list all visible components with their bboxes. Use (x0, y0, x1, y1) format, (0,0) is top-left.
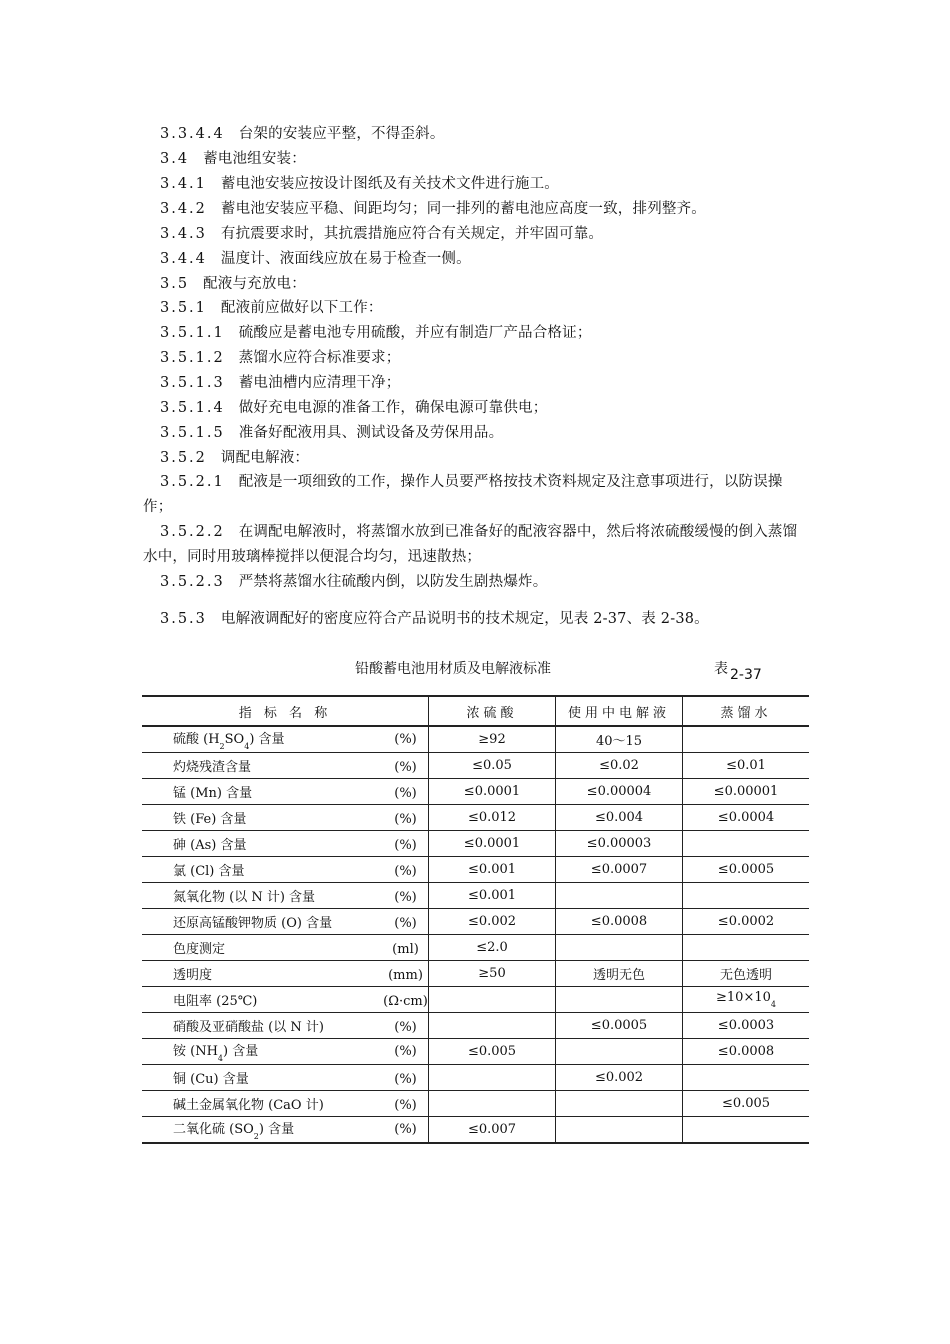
table-row (142, 857, 809, 883)
value-concentrated-acid: ≤0.0001 (429, 831, 556, 857)
table-number (714, 658, 762, 683)
indicator-name: 电阻率 (25℃) (173, 994, 258, 1009)
value-distilled-water: 无色透明 (683, 961, 810, 987)
value-distilled-water (683, 1065, 810, 1091)
clause-text: 台架的安装应平整，不得歪斜。 (238, 126, 445, 142)
table-row (142, 935, 809, 961)
unit: (mm) (388, 968, 423, 983)
clause-text: 准备好配液用具、测试设备及劳保用品。 (238, 425, 504, 441)
clause-3-5 (160, 274, 306, 294)
unit: (%) (394, 760, 417, 775)
indicator-cell (142, 1065, 429, 1091)
value-concentrated-acid: ≤0.0001 (429, 779, 556, 805)
value-concentrated-acid: ≤0.001 (429, 857, 556, 883)
value-electrolyte (556, 883, 683, 909)
clause-number: 3.5.1 (160, 300, 207, 316)
indicator-name: 锰 (Mn) 含量 (173, 786, 253, 801)
indicator-name: 硫酸 (H (173, 732, 220, 747)
value-concentrated-acid: ≥92 (429, 726, 556, 753)
indicator-cell (142, 1091, 429, 1117)
indicator-name-mid: SO (224, 732, 245, 747)
value-electrolyte: ≤0.0005 (556, 1013, 683, 1039)
value-concentrated-acid: ≤0.005 (429, 1039, 556, 1065)
clause-number: 3.4.4 (160, 251, 207, 267)
value-distilled-water (683, 987, 810, 1013)
value-electrolyte: ≤0.0008 (556, 909, 683, 935)
indicator-name: 色度测定 (173, 942, 226, 957)
value-distilled-water: ≤0.0008 (683, 1039, 810, 1065)
indicator-name: 二氧化硫 (SO (173, 1122, 254, 1137)
clause-text: 严禁将蒸馏水往硫酸内倒，以防发生剧热爆炸。 (238, 574, 548, 590)
clause-number: 3.4 (160, 151, 190, 167)
clause-text: 配液是一项细致的工作，操作人员要严格按技术资料规定及注意事项进行，以防误操作； (143, 474, 783, 515)
value-distilled-water (683, 883, 810, 909)
value-electrolyte: ≤0.00003 (556, 831, 683, 857)
table-row (142, 909, 809, 935)
value-electrolyte (556, 1091, 683, 1117)
unit: (%) (394, 1072, 417, 1087)
unit: (%) (394, 916, 417, 931)
indicator-name: 碱土金属氧化物 (CaO 计) (173, 1098, 324, 1113)
value-distilled-water (683, 726, 810, 753)
clause-3-4-4 (160, 249, 471, 269)
value-distilled-water: ≤0.0004 (683, 805, 810, 831)
clause-3-4-2 (160, 199, 706, 219)
value-electrolyte: ≤0.02 (556, 753, 683, 779)
clause-text: 硫酸应是蓄电池专用硫酸，并应有制造厂产品合格证； (238, 325, 592, 341)
indicator-cell (142, 909, 429, 935)
value-electrolyte (556, 987, 683, 1013)
clause-3-4 (160, 149, 306, 169)
indicator-cell (142, 961, 429, 987)
clause-3-5-2-1 (143, 470, 807, 520)
value-concentrated-acid: ≤0.05 (429, 753, 556, 779)
clause-number: 3.5.2.3 (160, 574, 225, 590)
value-distilled-water (683, 1117, 810, 1144)
value-distilled-water: ≤0.0002 (683, 909, 810, 935)
value-distilled-water (683, 935, 810, 961)
table-row (142, 883, 809, 909)
value-concentrated-acid (429, 1065, 556, 1091)
clause-number: 3.4.3 (160, 226, 207, 242)
subscript: 4 (244, 742, 250, 751)
indicator-name: 铜 (Cu) 含量 (173, 1072, 249, 1087)
clause-text: 蓄电池安装应平稳、间距均匀；同一排列的蓄电池应高度一致，排列整齐。 (220, 201, 707, 217)
value-concentrated-acid: ≤0.012 (429, 805, 556, 831)
standards-table (142, 695, 809, 1144)
indicator-cell (142, 753, 429, 779)
unit: (%) (394, 838, 417, 853)
indicator-cell (142, 726, 429, 753)
value-distilled-water: ≤0.00001 (683, 779, 810, 805)
clause-number: 3.5 (160, 276, 190, 292)
clause-text: 蒸馏水应符合标准要求； (238, 350, 401, 366)
clause-text: 蓄电池安装应按设计图纸及有关技术文件进行施工。 (220, 176, 560, 192)
value-concentrated-acid: ≤0.007 (429, 1117, 556, 1144)
indicator-cell (142, 883, 429, 909)
table-row (142, 805, 809, 831)
clause-3-5-2 (160, 448, 309, 468)
value-concentrated-acid (429, 1013, 556, 1039)
clause-number: 3.5.3 (160, 611, 207, 627)
clause-text: 有抗震要求时，其抗震措施应符合有关规定，并牢固可靠。 (220, 226, 604, 242)
indicator-cell (142, 987, 429, 1013)
unit: (%) (394, 864, 417, 879)
value-distilled-water: ≤0.01 (683, 753, 810, 779)
value-electrolyte: ≤0.004 (556, 805, 683, 831)
indicator-name: 灼烧残渣含量 (173, 760, 252, 775)
clause-number: 3.5.1.3 (160, 375, 225, 391)
table-row (142, 1091, 809, 1117)
clause-text: 配液前应做好以下工作： (220, 300, 383, 316)
indicator-cell (142, 1039, 429, 1065)
unit: (%) (394, 1044, 417, 1059)
clause-3-5-1 (160, 298, 383, 318)
subscript: 4 (217, 1054, 224, 1063)
clause-3-5-1-2 (160, 348, 400, 368)
table-row (142, 1039, 809, 1065)
table-row (142, 987, 809, 1013)
clause-number: 3.5.1.2 (160, 350, 225, 366)
clause-number: 3.5.1.1 (160, 325, 225, 341)
value-concentrated-acid: ≥50 (429, 961, 556, 987)
table-header-row (142, 696, 809, 726)
table-row (142, 753, 809, 779)
clause-3-5-1-1 (160, 323, 592, 343)
clause-number: 3.5.2.1 (160, 474, 225, 490)
clause-3-5-2-2 (143, 520, 807, 570)
clause-number: 3.5.1.5 (160, 425, 225, 441)
value-electrolyte (556, 1039, 683, 1065)
value-electrolyte (556, 935, 683, 961)
value-distilled-water: ≤0.0003 (683, 1013, 810, 1039)
indicator-cell (142, 1117, 429, 1144)
indicator-name: 氯 (Cl) 含量 (173, 864, 245, 879)
table-number-prefix: 表 (714, 661, 728, 677)
table-row (142, 1065, 809, 1091)
value-electrolyte: 40～15 (556, 726, 683, 753)
clause-text: 蓄电油槽内应清理干净； (238, 375, 401, 391)
value-electrolyte (556, 1117, 683, 1144)
clause-number: 3.3.4.4 (160, 126, 225, 142)
indicator-name: 透明度 (173, 968, 213, 983)
unit: (ml) (392, 942, 419, 957)
clause-text: 电解液调配好的密度应符合产品说明书的技术规定，见表 2-37、表 2-38。 (220, 611, 709, 627)
table-row (142, 1013, 809, 1039)
value-concentrated-acid (429, 987, 556, 1013)
value-concentrated-acid: ≤2.0 (429, 935, 556, 961)
clause-number: 3.4.2 (160, 201, 207, 217)
unit: (%) (394, 890, 417, 905)
value-electrolyte: 透明无色 (556, 961, 683, 987)
header-distilled-water: 蒸馏水 (683, 696, 810, 726)
table-row (142, 726, 809, 753)
header-concentrated-sulfuric-acid: 浓硫酸 (429, 696, 556, 726)
indicator-name: 铁 (Fe) 含量 (173, 812, 247, 827)
clause-text: 配液与充放电： (203, 276, 306, 292)
table-row (142, 779, 809, 805)
clause-number: 3.4.1 (160, 176, 207, 192)
unit: (Ω·cm) (383, 994, 428, 1009)
clause-3-5-3 (160, 609, 709, 629)
clause-3-5-1-5 (160, 423, 503, 443)
indicator-name: 氮氧化物 (以 N 计) 含量 (173, 890, 316, 905)
indicator-name: 砷 (As) 含量 (173, 838, 247, 853)
subscript: 2 (219, 742, 225, 751)
clause-3-3-4-4 (160, 124, 445, 144)
clause-text: 做好充电电源的准备工作，确保电源可靠供电； (238, 400, 548, 416)
clause-number: 3.5.1.4 (160, 400, 225, 416)
subscript: 4 (770, 1000, 776, 1009)
clause-3-5-2-3 (160, 572, 547, 592)
unit: (%) (394, 732, 417, 747)
value-concentrated-acid: ≤0.002 (429, 909, 556, 935)
value-electrolyte: ≤0.002 (556, 1065, 683, 1091)
indicator-name: 铵 (NH (173, 1044, 218, 1059)
clause-3-5-1-4 (160, 398, 547, 418)
unit: (%) (394, 786, 417, 801)
value-distilled-water (683, 831, 810, 857)
table-row (142, 831, 809, 857)
clause-3-4-1 (160, 174, 559, 194)
clause-text: 在调配电解液时，将蒸馏水放到已准备好的配液容器中，然后将浓硫酸缓慢的倒入蒸馏水中，同时用玻璃棒搅拌以便混合均匀，迅速散热； (143, 524, 798, 565)
value-concentrated-acid (429, 1091, 556, 1117)
table-row (142, 961, 809, 987)
unit: (%) (394, 1020, 417, 1035)
indicator-name: 还原高锰酸钾物质 (O) 含量 (173, 916, 333, 931)
clause-text: 蓄电池组安装： (203, 151, 306, 167)
table-caption: 铅酸蓄电池用材质及电解液标准 (355, 661, 551, 677)
indicator-cell (142, 935, 429, 961)
table-row (142, 1117, 809, 1144)
value-distilled-water: ≤0.005 (683, 1091, 810, 1117)
clause-text: 温度计、液面线应放在易于检查一侧。 (220, 251, 471, 267)
header-indicator-name: 指 标 名 称 (142, 696, 429, 726)
indicator-cell (142, 857, 429, 883)
indicator-name-tail: ) 含量 (249, 732, 285, 747)
indicator-name-tail: ) 含量 (223, 1044, 259, 1059)
value-distilled-water: ≤0.0005 (683, 857, 810, 883)
clause-number: 3.5.2.2 (160, 524, 225, 540)
unit: (%) (394, 1122, 417, 1137)
clause-text: 调配电解液： (220, 450, 310, 466)
indicator-cell (142, 831, 429, 857)
indicator-cell (142, 1013, 429, 1039)
value-electrolyte: ≤0.0007 (556, 857, 683, 883)
table-number-value: 2-37 (730, 667, 762, 683)
value-concentrated-acid: ≤0.001 (429, 883, 556, 909)
clause-3-4-3 (160, 224, 603, 244)
unit: (%) (394, 1098, 417, 1113)
clause-3-5-1-3 (160, 373, 400, 393)
indicator-name: 硝酸及亚硝酸盐 (以 N 计) (173, 1020, 324, 1035)
unit: (%) (394, 812, 417, 827)
header-electrolyte-in-use: 使用中电解液 (556, 696, 683, 726)
indicator-cell (142, 805, 429, 831)
value-text: ≥10×10 (716, 990, 771, 1005)
subscript: 2 (253, 1132, 259, 1141)
clause-number: 3.5.2 (160, 450, 207, 466)
value-electrolyte: ≤0.00004 (556, 779, 683, 805)
indicator-cell (142, 779, 429, 805)
indicator-name-tail: ) 含量 (258, 1122, 295, 1137)
